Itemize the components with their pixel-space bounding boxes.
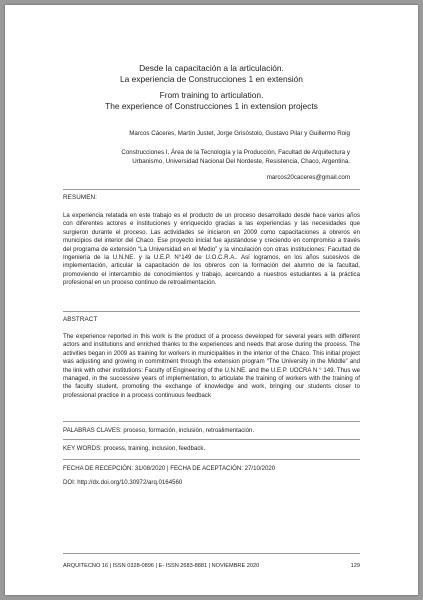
footer-journal-info: ARQUITECNO 16 | ISSN 0328-0896 | E- ISSN 2683-8881 | NOVIEMBRE 2020 — [63, 563, 260, 569]
doi: DOI: http://dx.doi.org/10.30972/arq.0164560 — [63, 479, 183, 486]
divider-footer — [63, 553, 360, 554]
abstract-heading: ABSTRACT — [63, 316, 98, 323]
resumen-heading: RESUMEN: — [63, 194, 98, 201]
author-email: marcos20caceres@gmail.com — [266, 174, 350, 181]
paper-page — [5, 5, 418, 595]
divider-abstract — [63, 311, 360, 312]
title-es-line1: Desde la capacitación a la articulación. — [139, 63, 284, 73]
title-english — [5, 90, 418, 111]
affiliation-line2: Urbanismo, Universidad Nacional Del Nordeste, Resistencia, Chaco, Argentina. — [132, 157, 350, 165]
divider-keywords-en — [63, 439, 360, 440]
divider-keywords — [63, 421, 360, 422]
affiliation — [121, 149, 350, 166]
page-number: 129 — [350, 563, 360, 569]
reception-acceptance-dates: FECHA DE RECEPCIÓN: 31/08/2020 | FECHA DE ACEPTACIÓN: 27/10/2020 — [63, 465, 276, 472]
abstract-text: The experience reported in this work is the product of a process developed for several years with different actors and institutions and enriched thanks to the experiences and needs that arose during the process. The activities began in 2009 as training for workers in municipalities in the interior of the Chaco. This initial project was adjusting and growing in commitment through the extension program “The University in the Middle” and the link with other institutions: Faculty of Engineering of the U.N.NE. and the U.E.P. UOCRA N ° 149. Thus we managed, in the successive years of implementation, to articulate the training of workers with the training of the faculty student, promoting the exchange of knowledge and work, bringing our students closer to professional practice in a process continuous feedback — [63, 333, 360, 399]
divider-dates — [63, 459, 360, 460]
title-spanish — [5, 63, 418, 84]
affiliation-line1: Construcciones I, Área de la Tecnología y la Producción, Facultad de Arquitectura y — [121, 149, 350, 156]
key-words: KEY WORDS: process, training, inclusion, feedback. — [63, 445, 206, 452]
title-en-line1: From training to articulation. — [159, 90, 264, 100]
title-es-line2: La experiencia de Construcciones 1 en extensión — [120, 73, 303, 84]
footer — [63, 563, 360, 569]
divider-top — [63, 189, 360, 190]
palabras-claves: PALABRAS CLAVES: proceso, formación, inclusión, retroalimentación. — [63, 427, 255, 434]
title-en-line2: The experience of Construcciones 1 in extension projects — [105, 100, 318, 111]
authors: Marcos Cáceres, Martín Justet, Jorge Grisóstolo, Gustavo Pilar y Guillermo Roig — [129, 130, 350, 137]
resumen-text: La experiencia relatada en este trabajo es el producto de un proceso desarrollado desde hace varios años con diferentes actores e instituciones y enriquecido gracias a las experiencias y las necesidades que surgieron durante el proceso. Las actividades se iniciaron en 2009 como capacitaciones a obreros en municipios del interior del Chaco. Ese proyecto inicial fue ajustándose y creciendo en compromiso a través del programa de extensión “La Universidad en el Medio” y la vinculación con otras instituciones: Facultad de Ingeniería de la U.N.NE. y la U.E.P. N°149 de U.O.C.R.A.. Así logramos, en los años sucesivos de implementación, articular la capacitación de los obreros con la formación del alumno de la facultad, promoviendo el intercambio de conocimientos y trabajo, acercando a nuestros estudiantes a la práctica profesional en un proceso continuo de retroalimentación. — [63, 212, 360, 287]
